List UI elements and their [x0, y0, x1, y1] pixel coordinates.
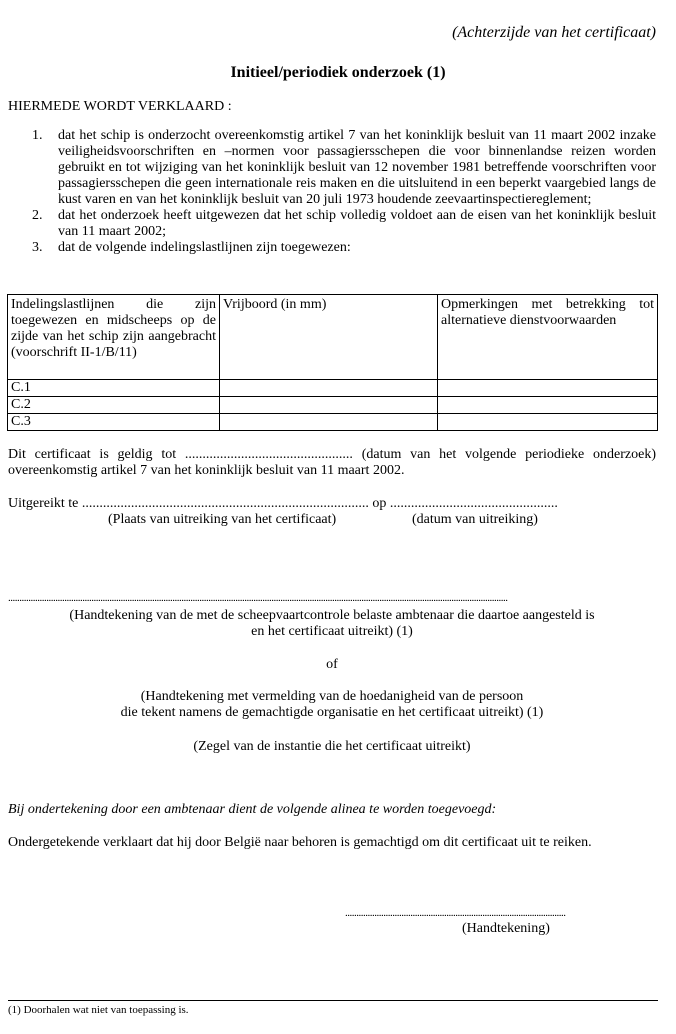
list-item-text: dat het schip is onderzocht overeenkomstig artikel 7 van het koninklijk besluit van 11 maart 2002 inzake veiligheidsvoorschriften en –normen voor passagiersschepen die voor binnenlandse reizen worden gebruikt en tot wijziging van het koninklijk besluit van 12 november 1981 betreffende voorschriften voor passagiersschepen die geen internationale reis maken en die uitsluitend in een beperkt vaargebied langs de kust varen en van het koninklijk besluit van 20 juli 1973 houdende zeevaartinspectiereglement; [58, 128, 656, 207]
table-cell [438, 414, 658, 431]
or-text: of [326, 657, 338, 672]
caption-line: (Handtekening met vermelding van de hoedanigheid van de persoon [140, 689, 524, 704]
footnote: (1) Doorhalen wat niet van toepassing is. [8, 1004, 189, 1016]
declaration-list [8, 128, 656, 256]
issued-date-caption: (datum van uitreiking) [412, 512, 538, 527]
table-row [8, 414, 658, 431]
table-cell [438, 380, 658, 397]
table-cell [438, 397, 658, 414]
table-cell: C.2 [8, 397, 220, 414]
official-note: Bij ondertekening door een ambtenaar dient de volgende alinea te worden toegevoegd: [8, 802, 497, 817]
list-item-number: 2. [32, 208, 43, 223]
table-cell [220, 397, 438, 414]
caption-line: (Handtekening van de met de scheepvaartcontrole belaste ambtenaar die daartoe aangesteld is [69, 608, 595, 623]
table-cell [220, 414, 438, 431]
validity-paragraph: Dit certificaat is geldig tot ................................................ (datum van het volgende periodieke onderzoek) overeenkomstig artikel 7 van het koninklijk besluit van 11 maart 2002. [8, 447, 656, 478]
caption-line: die tekent namens de gemachtigde organisatie en het certificaat uitreikt) (1) [120, 705, 544, 720]
list-item-number: 3. [32, 240, 43, 255]
list-item [8, 208, 656, 240]
back-side-note: (Achterzijde van het certificaat) [452, 24, 656, 41]
load-lines-table [7, 294, 658, 431]
table-header-cell: Indelingslastlijnen die zijn toegewezen en midscheeps op de zijde van het schip zijn aangebracht (voorschrift II-1/B/11) [8, 295, 220, 380]
handtekening-caption: (Handtekening) [462, 921, 550, 936]
page-title: Initieel/periodiek onderzoek (1) [230, 64, 446, 81]
table-cell [220, 380, 438, 397]
authorisation-statement: Ondergetekende verklaart dat hij door België naar behoren is gemachtigd om dit certificaat uit te reiken. [8, 835, 592, 850]
list-item [8, 240, 656, 256]
table-header-cell: Opmerkingen met betrekking tot alternatieve dienstvoorwaarden [438, 295, 658, 380]
footnote-divider [8, 1000, 658, 1001]
table-row [8, 380, 658, 397]
list-item-number: 1. [32, 128, 43, 143]
organisation-signature-caption [0, 689, 664, 721]
list-item-text: dat de volgende indelingslastlijnen zijn toegewezen: [58, 240, 351, 255]
table-cell: C.1 [8, 380, 220, 397]
caption-line: en het certificaat uitreikt) (1) [251, 624, 413, 639]
signature-dotted-line: .............................................................................................................................................................................................................................. [8, 592, 508, 604]
seal-caption: (Zegel van de instantie die het certificaat uitreikt) [193, 739, 471, 754]
official-signature-caption [0, 608, 664, 640]
table-cell: C.3 [8, 414, 220, 431]
table-header-cell: Vrijboord (in mm) [220, 295, 438, 380]
issued-place-caption: (Plaats van uitreiking van het certificaat) [108, 512, 337, 527]
table-header-row [8, 295, 658, 380]
issued-line: Uitgereikt te .................................................................................. op ................................................ [8, 496, 558, 511]
list-item [8, 128, 656, 208]
declaration-intro: HIERMEDE WORDT VERKLAARD : [8, 99, 232, 114]
list-item-text: dat het onderzoek heeft uitgewezen dat het schip volledig voldoet aan de eisen van het koninklijk besluit van 11 maart 2002; [58, 208, 656, 239]
handtekening-dotted-line: .................................................................................................. [345, 907, 566, 919]
table-row [8, 397, 658, 414]
